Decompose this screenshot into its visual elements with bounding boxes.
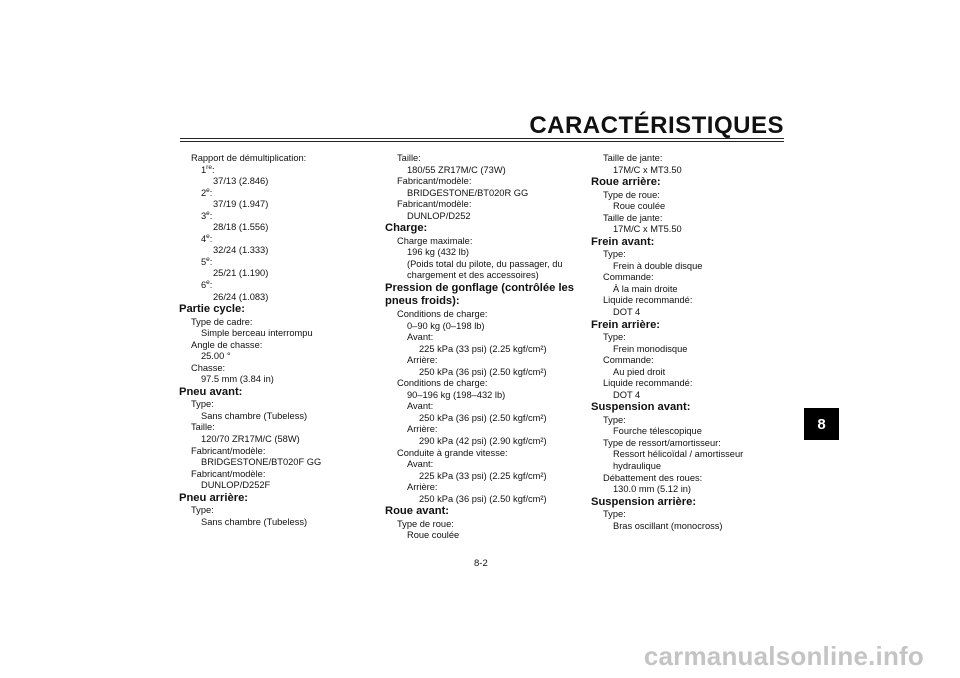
spec-value: 25/21 (1.190): [213, 268, 269, 279]
section-heading: Charge:: [385, 222, 428, 235]
spec-label: Débattement des roues:: [603, 472, 703, 483]
spec-value: 37/13 (2.846): [213, 176, 269, 187]
spec-label: Avant:: [407, 459, 434, 470]
spec-value: Ressort hélicoïdal / amortisseur: [613, 449, 744, 460]
spec-value: Roue coulée: [613, 201, 666, 212]
spec-value: DOT 4: [613, 389, 641, 400]
spec-value: 28/18 (1.556): [213, 222, 269, 233]
spec-label: Commande:: [603, 355, 654, 366]
chapter-tab[interactable]: 8: [804, 408, 839, 440]
spec-label: Avant:: [407, 401, 434, 412]
section-heading: pneus froids):: [385, 295, 460, 308]
spec-value: 0–90 kg (0–198 lb): [407, 320, 485, 331]
spec-label: Type de roue:: [603, 189, 660, 200]
section-heading: Pression de gonflage (contrôlée les: [385, 281, 574, 294]
section-heading: Suspension arrière:: [591, 495, 697, 508]
spec-label: Taille de jante:: [603, 153, 663, 163]
spec-value: BRIDGESTONE/BT020R GG: [407, 187, 529, 198]
watermark-text: carmanualsonline.info: [643, 641, 924, 671]
spec-label: Avant:: [407, 332, 434, 343]
spec-value: 130.0 mm (5.12 in): [613, 484, 692, 495]
spec-label: Fabricant/modèle:: [191, 445, 266, 456]
spec-value: Frein à double disque: [613, 260, 703, 271]
spec-label: Taille:: [191, 422, 215, 433]
spec-label: Conditions de charge:: [397, 308, 488, 319]
spec-value: 250 kPa (36 psi) (2.50 kgf/cm²): [419, 412, 547, 423]
spec-label: Fabricant/modèle:: [397, 199, 472, 210]
gear-label: 1re:: [201, 163, 215, 175]
spec-label: Type de cadre:: [191, 316, 253, 327]
spec-value: 290 kPa (42 psi) (2.90 kgf/cm²): [419, 435, 547, 446]
spec-column-3: [591, 153, 791, 532]
spec-value: 225 kPa (33 psi) (2.25 kgf/cm²): [419, 343, 547, 354]
page-number: 8-2: [474, 558, 488, 569]
spec-value: Simple berceau interrompu: [201, 328, 313, 339]
spec-label: Commande:: [603, 272, 654, 283]
gear-label: 6e:: [201, 279, 213, 291]
spec-value: DOT 4: [613, 307, 641, 318]
spec-value: Bras oscillant (monocross): [613, 520, 723, 531]
spec-value: 250 kPa (36 psi) (2.50 kgf/cm²): [419, 366, 547, 377]
section-heading: Roue arrière:: [591, 176, 661, 189]
spec-value: 37/19 (1.947): [213, 199, 269, 210]
spec-label: Liquide recommandé:: [603, 295, 693, 306]
spec-column-2: [385, 153, 585, 542]
spec-label: Arrière:: [407, 424, 438, 435]
spec-label: Charge maximale:: [397, 235, 473, 246]
spec-value: 180/55 ZR17M/C (73W): [407, 164, 506, 175]
spec-value: BRIDGESTONE/BT020F GG: [201, 457, 322, 468]
section-heading: Roue avant:: [385, 505, 450, 518]
section-heading: Partie cycle:: [179, 303, 245, 316]
spec-label: Taille:: [397, 153, 421, 163]
spec-label: Taille de jante:: [603, 212, 663, 223]
spec-label: Angle de chasse:: [191, 339, 263, 350]
spec-value: 196 kg (432 lb): [407, 247, 470, 258]
spec-value: 120/70 ZR17M/C (58W): [201, 434, 300, 445]
spec-label: Fabricant/modèle:: [397, 176, 472, 187]
gear-label: 4e:: [201, 232, 213, 244]
spec-value: 90–196 kg (198–432 lb): [407, 389, 506, 400]
header-rule-bottom: [180, 141, 784, 142]
header-rule-top: [180, 138, 784, 139]
spec-value: 26/24 (1.083): [213, 291, 269, 302]
spec-value: À la main droite: [613, 283, 678, 294]
spec-label: Type:: [191, 399, 214, 410]
spec-value: Fourche télescopique: [613, 426, 702, 437]
spec-label: Conduite à grande vitesse:: [397, 447, 508, 458]
spec-label: Fabricant/modèle:: [191, 468, 266, 479]
spec-label: Type:: [603, 249, 626, 260]
section-heading: Pneu arrière:: [179, 491, 249, 504]
spec-value: 17M/C x MT5.50: [613, 224, 682, 235]
spec-column-1: [179, 153, 379, 528]
gear-label: 2e:: [201, 186, 213, 198]
spec-label: Chasse:: [191, 362, 226, 373]
spec-label: Liquide recommandé:: [603, 378, 693, 389]
spec-value: Au pied droit: [613, 366, 666, 377]
spec-label: Arrière:: [407, 355, 438, 366]
spec-value: DUNLOP/D252: [407, 210, 471, 221]
spec-value: Sans chambre (Tubeless): [201, 410, 308, 421]
section-heading: Suspension avant:: [591, 401, 691, 414]
section-heading: Pneu avant:: [179, 385, 243, 398]
spec-value: Sans chambre (Tubeless): [201, 516, 308, 527]
section-heading: Frein arrière:: [591, 318, 661, 331]
spec-label: Type:: [603, 332, 626, 343]
spec-label: Type:: [191, 505, 214, 516]
spec-value: 225 kPa (33 psi) (2.25 kgf/cm²): [419, 470, 547, 481]
spec-label: Arrière:: [407, 482, 438, 493]
spec-value: 250 kPa (36 psi) (2.50 kgf/cm²): [419, 493, 547, 504]
spec-value: hydraulique: [613, 461, 662, 472]
gear-label: 3e:: [201, 209, 213, 221]
spec-value: 25.00 °: [201, 351, 231, 362]
spec-label: Type de ressort/amortisseur:: [603, 437, 721, 448]
spec-value: Frein monodisque: [613, 343, 688, 354]
spec-label: Type:: [603, 509, 626, 520]
spec-note: chargement et des accessoires): [407, 270, 539, 281]
spec-value: DUNLOP/D252F: [201, 480, 271, 491]
spec-label: Type de roue:: [397, 518, 454, 529]
spec-label: Type:: [603, 414, 626, 425]
spec-value: 17M/C x MT3.50: [613, 164, 682, 175]
spec-value: Roue coulée: [407, 530, 460, 541]
spec-value: 97.5 mm (3.84 in): [201, 374, 274, 385]
spec-label: Rapport de démultiplication:: [191, 153, 307, 163]
gear-label: 5e:: [201, 255, 213, 267]
spec-value: 32/24 (1.333): [213, 245, 269, 256]
spec-label: Conditions de charge:: [397, 378, 488, 389]
section-heading: Frein avant:: [591, 235, 655, 248]
spec-note: (Poids total du pilote, du passager, du: [407, 258, 563, 269]
page-title: CARACTÉRISTIQUES: [529, 112, 784, 139]
